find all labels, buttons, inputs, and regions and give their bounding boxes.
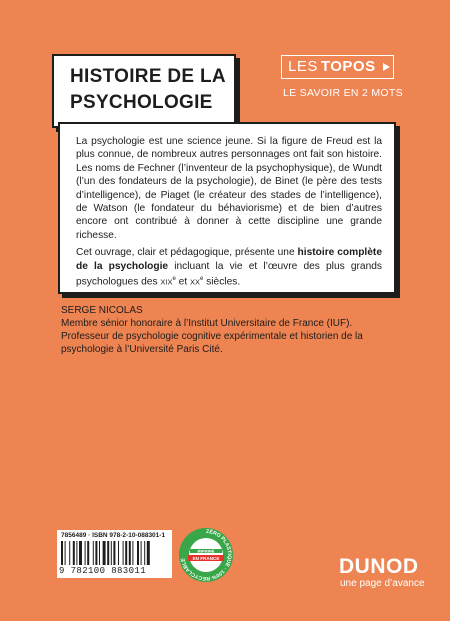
author-bio [61, 304, 411, 356]
description-paragraph-1: La psychologie est une science jeune. Si la figure de Freud est la plus connue, de nombreux autres personnages ont fait son histoire. Les noms de Fechner (l’inventeur de la psychophysique), de Wundt (l’un des fondateurs de la psychologie), de Binet (le père des tests d’intelligence), de Piaget (le créateur des stades de l’intelligence), de Watson (le fondateur du béhaviorisme) et de bien d’autres encore ont contribué à donner à cette discipline une grande richesse. [76, 136, 382, 241]
barcode [57, 530, 172, 578]
barcode-bars [61, 541, 168, 565]
title-box [52, 54, 236, 128]
series-word-2: TOPOS [320, 58, 376, 75]
highlight-text: histoire complète de la psychologie [76, 247, 382, 272]
badge-ring-text: ZÉRO PLASTIQUE · 100% RECYCLABLE [180, 528, 233, 582]
series-tagline: LE SAVOIR EN 2 MOTS [283, 87, 403, 99]
description-paragraph-2: Cet ouvrage, clair et pédagogique, présente une histoire complète de la psychologie incluant la vie et l’œuvre des plus grands psychologues des XIXe et XXe siècles. [76, 247, 382, 288]
series-word-1: LES [288, 58, 318, 75]
publisher-tagline: une page d’avance [340, 578, 425, 589]
author-line-2: Professeur de psychologie cognitive expérimentale et historien de la psychologie à l’Université Paris Cité. [61, 331, 363, 355]
play-icon [383, 63, 390, 71]
barcode-number: 9 782100 883011 [59, 566, 147, 576]
publisher-logo: DUNOD [339, 555, 419, 578]
book-title-line-2: PSYCHOLOGIE [70, 92, 213, 113]
series-logo [281, 55, 394, 79]
printed-in-france-badge [178, 527, 234, 583]
badge-top-text: IMPRIMÉ [197, 548, 215, 554]
description-box [58, 122, 396, 294]
badge-middle-text: EN FRANCE [192, 555, 220, 561]
author-line-1: Membre sénior honoraire à l’Institut Universitaire de France (IUF). [61, 318, 353, 329]
book-title-line-1: HISTOIRE DE LA [70, 66, 226, 87]
author-name: SERGE NICOLAS [61, 305, 143, 316]
isbn-text: 7856489 · ISBN 978-2-10-088301-1 [61, 532, 166, 539]
